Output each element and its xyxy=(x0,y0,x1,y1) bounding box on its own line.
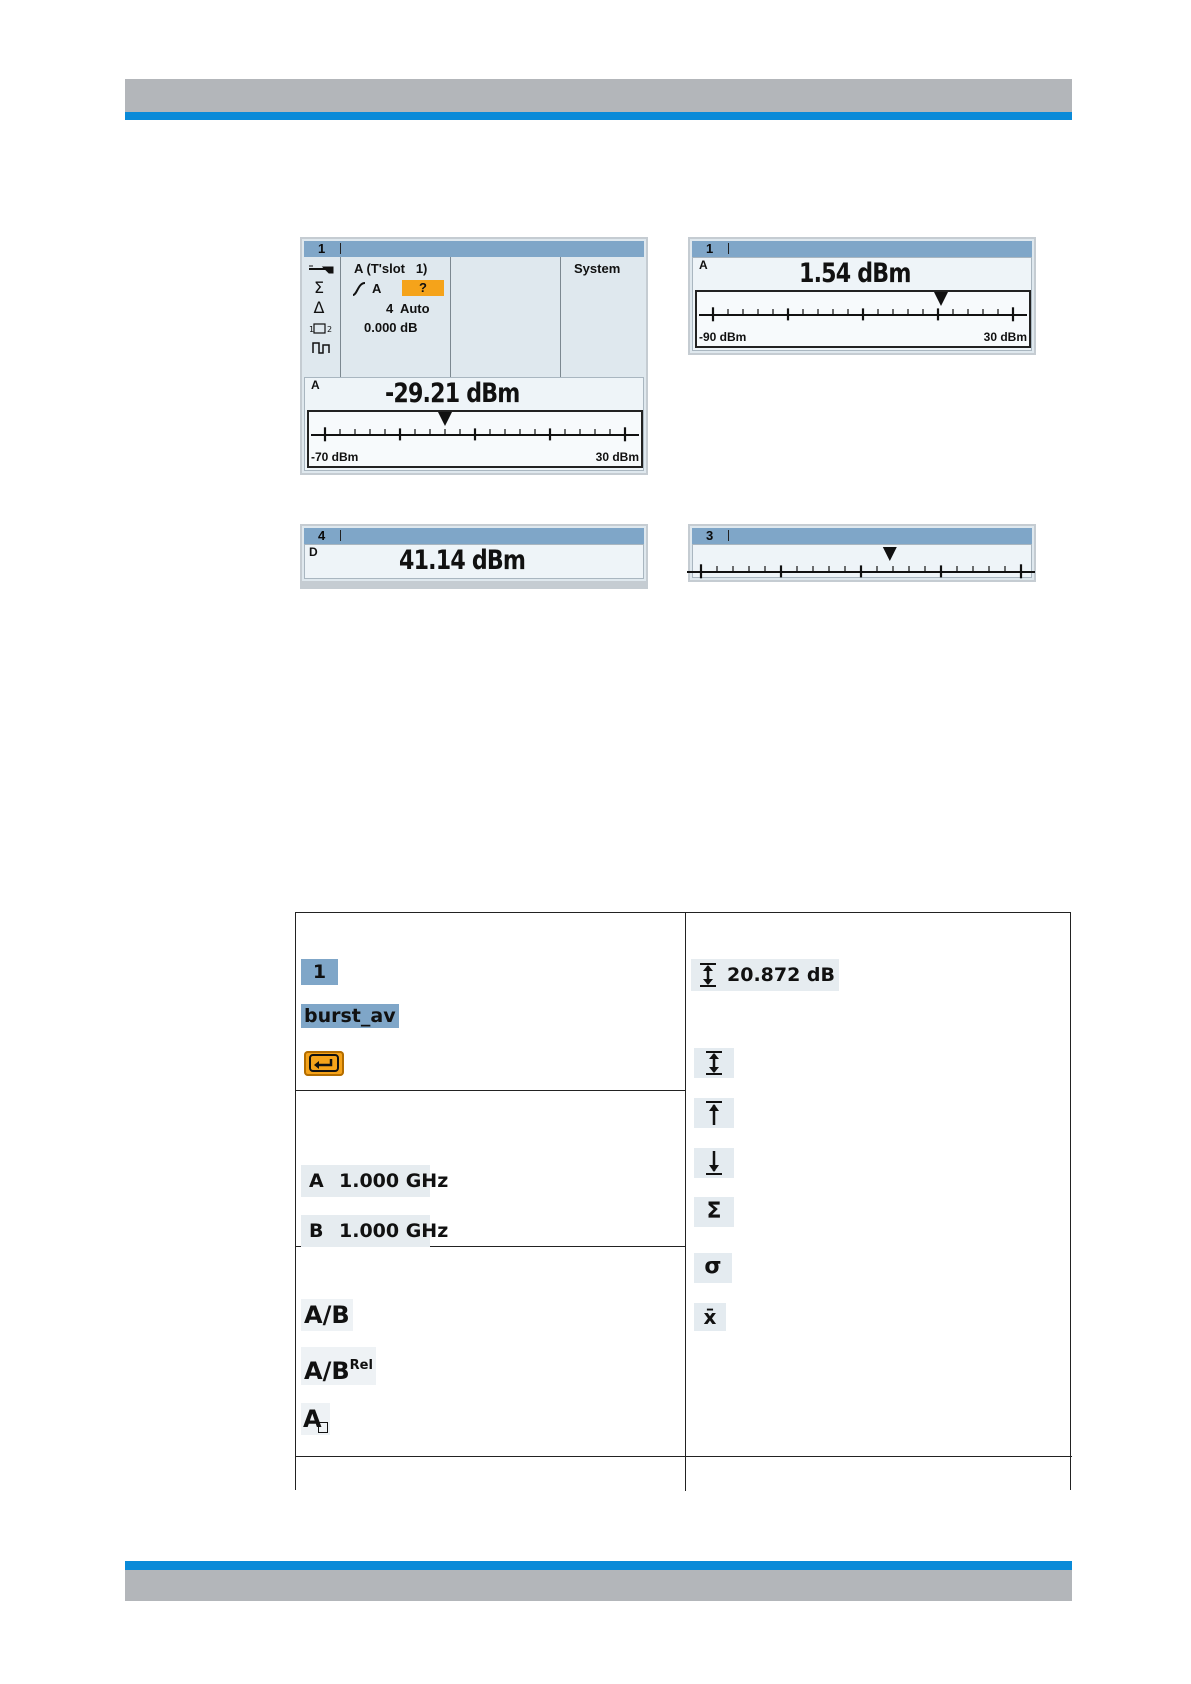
scale-max: 30 dBm xyxy=(983,330,1027,344)
range-icon xyxy=(694,1048,734,1078)
channel-label: D xyxy=(309,545,318,559)
analog-scale xyxy=(307,410,643,468)
subscript-box-icon xyxy=(318,1422,328,1433)
frequency-a-label: A xyxy=(309,1170,324,1192)
ratio-ab-relative xyxy=(301,1347,376,1385)
min-icon xyxy=(694,1148,734,1178)
window-number: 1 xyxy=(706,241,714,256)
max-icon-chip xyxy=(694,1098,734,1128)
scale-pointer xyxy=(883,547,897,561)
footer-bar xyxy=(125,1570,1072,1601)
icon-column xyxy=(304,257,341,377)
frequency-a-value: 1.000 GHz xyxy=(339,1170,449,1192)
window-number: 1 xyxy=(318,241,326,256)
channel-config: A (T'slot 1) xyxy=(354,261,428,276)
header-accent-line xyxy=(125,112,1072,120)
single-channel-label: A xyxy=(303,1405,322,1433)
frequency-a xyxy=(301,1165,449,1197)
header-bar xyxy=(125,79,1072,112)
window-number: 4 xyxy=(318,528,326,543)
enter-key-icon xyxy=(304,1051,344,1076)
std-dev-icon: σ xyxy=(694,1253,732,1283)
scale-min: -90 dBm xyxy=(699,330,747,344)
trigger-source: A xyxy=(372,281,382,296)
frequency-b xyxy=(301,1215,449,1247)
scale-min: -70 dBm xyxy=(311,450,359,464)
reading-area xyxy=(304,377,644,471)
averaging-setting: 4 Auto xyxy=(386,301,430,316)
range-icon-chip xyxy=(694,1048,734,1078)
ratio-ab: A/B xyxy=(301,1299,353,1331)
probe-icon xyxy=(309,266,333,273)
measurement-reading: 41.14 dBm xyxy=(399,545,526,576)
scale-area xyxy=(692,544,1032,578)
window-titlebar xyxy=(692,241,1032,257)
display-window-full xyxy=(300,237,648,475)
window-number: 3 xyxy=(706,528,714,543)
scale-graphic xyxy=(309,412,641,466)
delta-icon: Δ xyxy=(313,298,325,317)
reading-area xyxy=(304,544,644,579)
display-window-analog xyxy=(688,524,1036,582)
frequency-b-value: 1.000 GHz xyxy=(339,1220,449,1242)
config-icons xyxy=(307,257,337,375)
offset-value: 0.000 dB xyxy=(364,320,418,335)
scale-graphic xyxy=(693,545,1029,577)
scale-graphic xyxy=(697,292,1029,346)
window-titlebar xyxy=(692,528,1032,544)
scale-pointer xyxy=(934,292,948,306)
window-layout-icon xyxy=(309,324,332,334)
svg-text:1: 1 xyxy=(309,325,315,334)
trigger-slope-icon xyxy=(352,282,366,296)
mean-icon: x̄ xyxy=(694,1303,726,1331)
ratio-ab-rel-main: A/B xyxy=(304,1357,350,1385)
display-window-digital xyxy=(300,524,648,589)
display-window-half xyxy=(688,237,1036,355)
scale-max: 30 dBm xyxy=(595,450,639,464)
measurement-reading: 1.54 dBm xyxy=(799,258,911,289)
sum-icon: Σ xyxy=(313,278,325,297)
element-table xyxy=(295,912,1071,1490)
scale-pointer xyxy=(438,412,452,426)
channel-label: A xyxy=(699,258,708,272)
svg-text:2: 2 xyxy=(327,325,333,334)
range-readout xyxy=(691,959,839,991)
analog-scale xyxy=(695,290,1031,348)
reading-area xyxy=(692,257,1032,351)
setup-name-chip: burst_av xyxy=(301,1004,399,1028)
frequency-b-label: B xyxy=(309,1220,324,1242)
footer-accent-line xyxy=(125,1561,1072,1570)
window-number-chip: 1 xyxy=(301,959,338,985)
pulse-icon xyxy=(313,343,329,353)
max-icon xyxy=(694,1098,734,1128)
system-label: System xyxy=(574,261,621,276)
channel-label: A xyxy=(311,378,320,392)
ratio-rel-superscript: Rel xyxy=(349,1358,373,1373)
window-titlebar xyxy=(304,528,644,544)
min-icon-chip xyxy=(694,1148,734,1178)
empty-column xyxy=(450,257,561,377)
range-value: 20.872 dB xyxy=(727,964,836,986)
single-channel xyxy=(301,1403,330,1435)
range-icon xyxy=(697,962,719,988)
sigma-sum-icon: Σ xyxy=(694,1197,734,1227)
window-titlebar xyxy=(304,241,644,257)
trigger-status-badge: ? xyxy=(402,280,444,296)
config-column xyxy=(340,257,451,377)
measurement-reading: -29.21 dBm xyxy=(385,378,520,409)
